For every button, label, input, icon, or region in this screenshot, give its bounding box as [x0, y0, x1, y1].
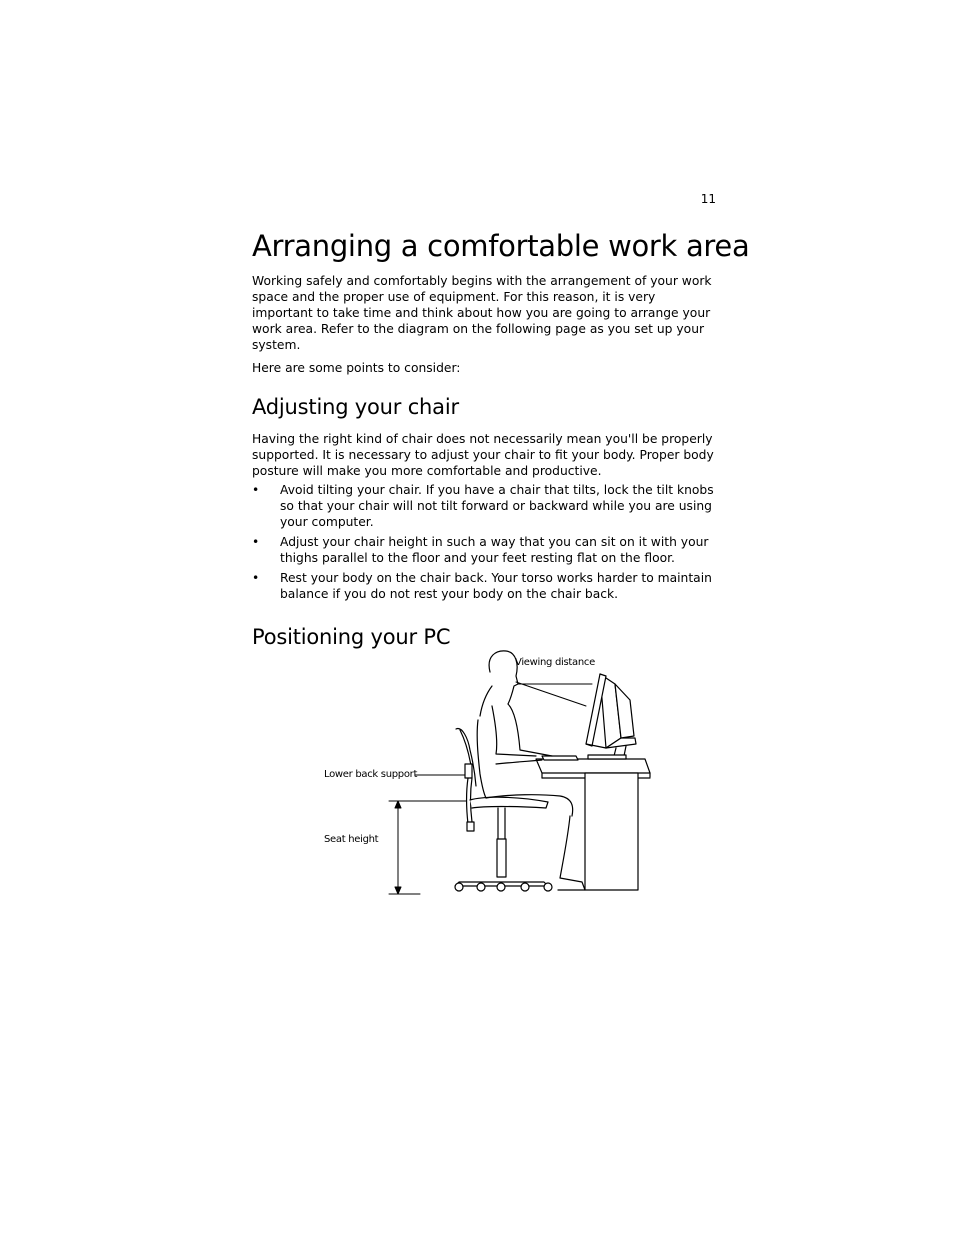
list-item-text: Adjust your chair height in such a way that you can sit on it with your thighs parallel to the floor and your feet resting flat on the floor.: [280, 535, 709, 565]
list-item-text: Rest your body on the chair back. Your torso works harder to maintain balance if you do not rest your body on the chair back.: [280, 571, 712, 601]
workstation-posture-illustration: [320, 646, 654, 898]
list-item-text: Avoid tilting your chair. If you have a chair that tilts, lock the tilt knobs so that your chair will not tilt forward or backward while you are using your computer.: [280, 483, 714, 529]
chair-paragraph: Having the right kind of chair does not necessarily mean you'll be properly supported. It is necessary to adjust your chair to fit your body. Proper body posture will make you more comfortable and productive.: [252, 432, 714, 478]
chair-heading: Adjusting your chair: [252, 395, 459, 419]
list-item: [252, 570, 718, 602]
seat-height-label: Seat height: [324, 834, 379, 845]
desk-drawing: [536, 759, 650, 890]
page-number: 11: [700, 192, 716, 206]
list-item: [252, 534, 718, 566]
bullet-icon: •: [252, 535, 260, 549]
bullet-icon: •: [252, 483, 260, 497]
pc-heading: Positioning your PC: [252, 625, 451, 649]
consider-paragraph: Here are some points to consider:: [252, 361, 461, 375]
page-title: Arranging a comfortable work area: [252, 229, 750, 263]
dimension-lines: [389, 682, 592, 894]
viewing-distance-label: Viewing distance: [515, 657, 595, 668]
chair-bullet-list: [252, 482, 718, 602]
intro-paragraph: Working safely and comfortably begins with the arrangement of your work space and the proper use of equipment. For this reason, it is very important to take time and think about how you are going to arrange your work area. Refer to the diagram on the following page as you set up your system.: [252, 274, 712, 352]
monitor-drawing: [586, 674, 636, 759]
page-content: [252, 226, 750, 651]
bullet-icon: •: [252, 571, 260, 585]
lower-back-support-label: Lower back support: [324, 769, 418, 780]
keyboard-drawing: [542, 756, 578, 760]
list-item: [252, 482, 718, 530]
